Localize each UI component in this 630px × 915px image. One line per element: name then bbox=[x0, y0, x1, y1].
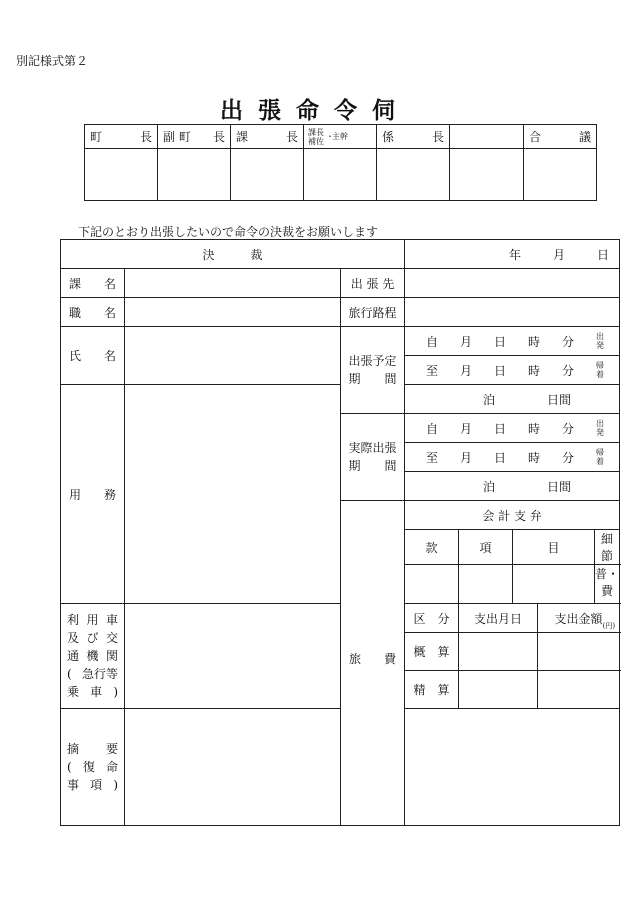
gaisan-date-field[interactable] bbox=[459, 633, 538, 671]
kan-label: 款 bbox=[405, 530, 459, 565]
ryokou-rotei-label: 旅行路程 bbox=[341, 298, 405, 327]
gaisan-label: 概 算 bbox=[405, 633, 459, 671]
kan-field[interactable] bbox=[405, 565, 459, 604]
yotei-to-row[interactable]: 至 月 日 時 分 帰 着 bbox=[405, 356, 620, 385]
ryokou-rotei-field[interactable] bbox=[405, 298, 620, 327]
stamp-box-chou[interactable] bbox=[85, 149, 158, 201]
shishutsu-amount-label: 支出金額 (円) bbox=[538, 604, 620, 633]
shi-mei-label: 氏 名 bbox=[61, 327, 125, 385]
stamp-box-blank[interactable] bbox=[450, 149, 524, 201]
shi-mei-field[interactable] bbox=[125, 327, 341, 385]
shoku-mei-field[interactable] bbox=[125, 298, 341, 327]
approval-header-gougi: 合 議 bbox=[524, 125, 597, 149]
yotei-from-row[interactable]: 自 月 日 時 分 出 発 bbox=[405, 327, 620, 356]
approval-header-blank bbox=[450, 125, 524, 149]
shishutsu-date-label: 支出月日 bbox=[459, 604, 538, 633]
youmu-field[interactable] bbox=[125, 385, 341, 604]
yotei-nights-row[interactable]: 泊 日間 bbox=[405, 385, 620, 414]
moku-field[interactable] bbox=[513, 565, 595, 604]
ka-mei-label: 課 名 bbox=[61, 269, 125, 298]
approval-header-chou: 町 長 bbox=[85, 125, 158, 149]
saisetsu-label: 細 節 bbox=[595, 530, 620, 565]
approval-header-kachou: 課 長 bbox=[231, 125, 304, 149]
stamp-box-kakarichou[interactable] bbox=[377, 149, 450, 201]
seisan-amount-field[interactable] bbox=[538, 671, 620, 709]
lead-text: 下記のとおり出張したいので命令の決裁をお願いします bbox=[78, 225, 379, 239]
kessai-label: 決 裁 bbox=[61, 240, 405, 269]
ka-mei-field[interactable] bbox=[125, 269, 341, 298]
kou-label: 項 bbox=[459, 530, 513, 565]
yotei-label: 出張予定 期 間 bbox=[341, 327, 405, 414]
stamp-box-gougi[interactable] bbox=[524, 149, 597, 201]
form-number: 別記様式第２ bbox=[16, 54, 89, 68]
kubun-label: 区 分 bbox=[405, 604, 459, 633]
page-title: 出張命令伺 bbox=[220, 97, 410, 124]
transport-field[interactable] bbox=[125, 604, 341, 709]
ryohi-label: 旅 費 bbox=[341, 501, 405, 826]
kessai-date[interactable]: 年 月 日 bbox=[405, 240, 620, 269]
transport-label: 利 用 車 及 び 交 通 機 関 ( 急行等 乗 車 ) bbox=[61, 604, 125, 709]
gaisan-amount-field[interactable] bbox=[538, 633, 620, 671]
shucchou-saki-field[interactable] bbox=[405, 269, 620, 298]
approval-table bbox=[84, 124, 597, 201]
approval-header-kachouhosa: 課長 補佐 ･主幹 bbox=[304, 125, 377, 149]
moku-label: 目 bbox=[513, 530, 595, 565]
tekiyou-label: 摘 要 ( 復 命 事 項 ) bbox=[61, 709, 125, 826]
approval-header-kakarichou: 係 長 bbox=[377, 125, 450, 149]
depart-mark: 出 発 bbox=[596, 332, 605, 350]
jissai-nights-row[interactable]: 泊 日間 bbox=[405, 472, 620, 501]
tekiyou-field[interactable] bbox=[125, 709, 620, 826]
kaikei-shiben-label: 会 計 支 弁 bbox=[405, 501, 620, 530]
youmu-label: 用 務 bbox=[61, 385, 125, 604]
shoku-mei-label: 職 名 bbox=[61, 298, 125, 327]
stamp-box-kachouhosa[interactable] bbox=[304, 149, 377, 201]
kou-field[interactable] bbox=[459, 565, 513, 604]
jissai-from-row[interactable]: 自 月 日 時 分 出 発 bbox=[405, 414, 620, 443]
shucchou-saki-label: 出 張 先 bbox=[341, 269, 405, 298]
jissai-label: 実際出張 期 間 bbox=[341, 414, 405, 501]
arrive-mark: 帰 着 bbox=[596, 361, 605, 379]
stamp-box-fukuchou[interactable] bbox=[158, 149, 231, 201]
seisan-date-field[interactable] bbox=[459, 671, 538, 709]
seisan-label: 精 算 bbox=[405, 671, 459, 709]
jissai-to-row[interactable]: 至 月 日 時 分 帰 着 bbox=[405, 443, 620, 472]
approval-header-fukuchou: 副 町 長 bbox=[158, 125, 231, 149]
stamp-box-kachou[interactable] bbox=[231, 149, 304, 201]
trip-form bbox=[60, 239, 626, 826]
saisetsu-field[interactable]: 普・費 bbox=[595, 565, 620, 604]
yen-unit: (円) bbox=[602, 622, 616, 630]
